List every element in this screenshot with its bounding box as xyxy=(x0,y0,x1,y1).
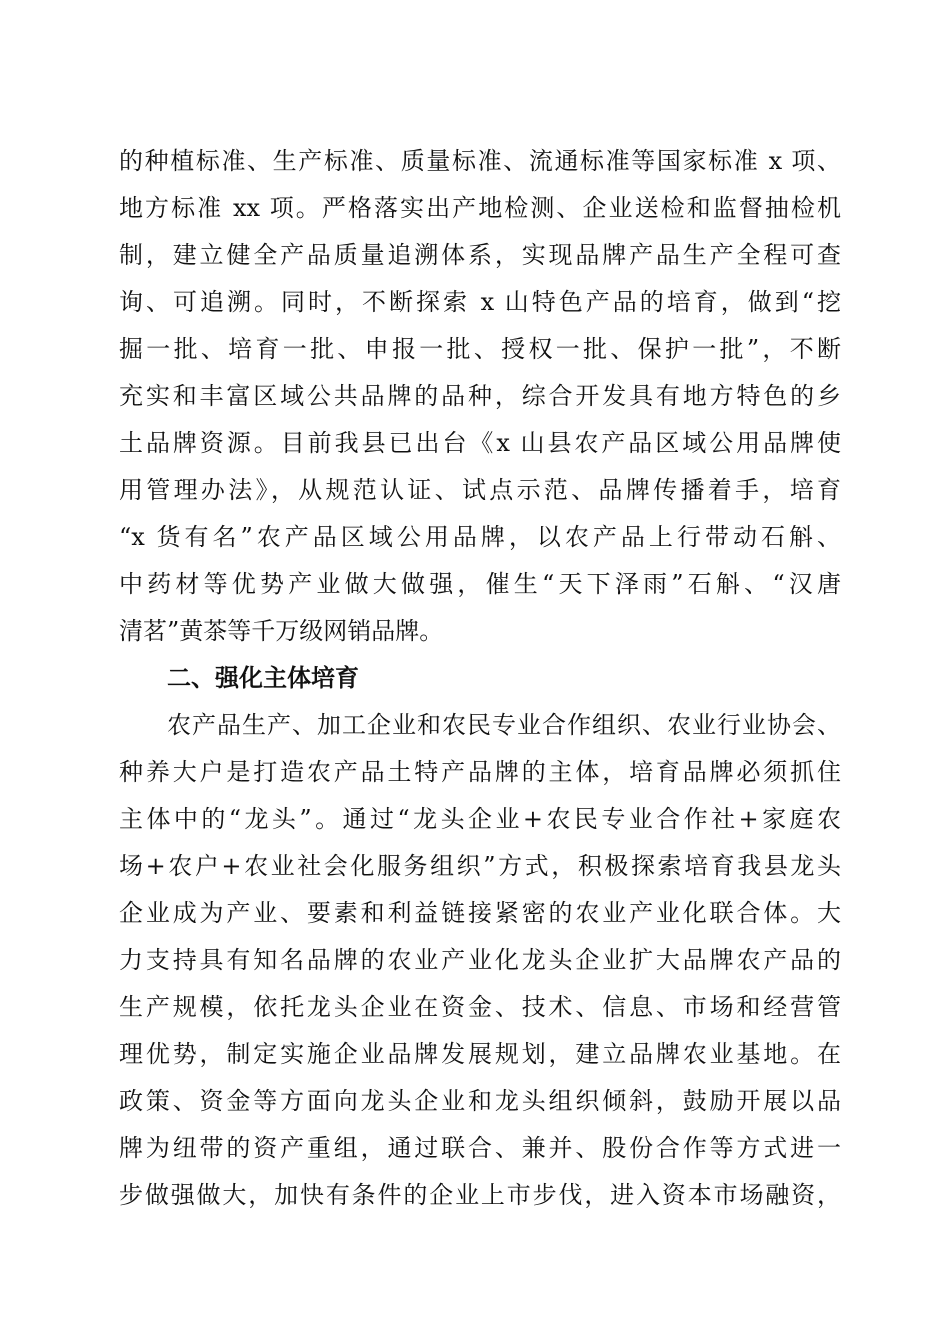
paragraph-line: 土品牌资源。目前我县已出台《x 山县农产品区域公用品牌使 xyxy=(119,429,841,457)
paragraph-line: 地方标准 xx 项。严格落实出产地检测、企业送检和监督抽检机 xyxy=(119,194,841,222)
paragraph-line: 理优势，制定实施企业品牌发展规划，建立品牌农业基地。在 xyxy=(119,1040,841,1068)
document-body xyxy=(119,138,841,1219)
paragraph-line: 掘一批、培育一批、申报一批、授权一批、保护一批”，不断 xyxy=(119,335,841,363)
paragraph-line: 询、可追溯。同时，不断探索 x 山特色产品的培育，做到“挖 xyxy=(119,288,841,316)
paragraph-line: 主体中的“龙头”。通过“龙头企业+农民专业合作社+家庭农 xyxy=(119,805,841,833)
paragraph-line: 牌为纽带的资产重组，通过联合、兼并、股份合作等方式进一 xyxy=(119,1134,841,1162)
paragraph-line: 政策、资金等方面向龙头企业和龙头组织倾斜，鼓励开展以品 xyxy=(119,1087,841,1115)
paragraph-line: 步做强做大，加快有条件的企业上市步伐，进入资本市场融资， xyxy=(119,1181,841,1209)
paragraph-line: 场+农户+农业社会化服务组织”方式，积极探索培育我县龙头 xyxy=(119,852,841,880)
paragraph-line: 中药材等优势产业做大做强，催生“天下泽雨”石斛、“汉唐 xyxy=(119,570,841,598)
paragraph-line: 用管理办法》，从规范认证、试点示范、品牌传播着手，培育 xyxy=(119,476,841,504)
paragraph-line: “x 货有名”农产品区域公用品牌，以农产品上行带动石斛、 xyxy=(119,523,841,551)
paragraph-line: 制，建立健全产品质量追溯体系，实现品牌产品生产全程可查 xyxy=(119,241,841,269)
paragraph-line: 种养大户是打造农产品土特产品牌的主体，培育品牌必须抓住 xyxy=(119,758,841,786)
paragraph-line: 生产规模，依托龙头企业在资金、技术、信息、市场和经营管 xyxy=(119,993,841,1021)
paragraph-line: 力支持具有知名品牌的农业产业化龙头企业扩大品牌农产品的 xyxy=(119,946,841,974)
section-heading: 二、强化主体培育 xyxy=(167,664,359,692)
paragraph-main-entity xyxy=(119,702,841,1219)
paragraph-line: 清茗”黄茶等千万级网销品牌。 xyxy=(119,617,444,645)
paragraph-line: 企业成为产业、要素和利益链接紧密的农业产业化联合体。大 xyxy=(119,899,841,927)
paragraph-line: 充实和丰富区域公共品牌的品种，综合开发具有地方特色的乡 xyxy=(119,382,841,410)
paragraph-line: 的种植标准、生产标准、质量标准、流通标准等国家标准 x 项、 xyxy=(119,147,841,175)
paragraph-line: 农产品生产、加工企业和农民专业合作组织、农业行业协会、 xyxy=(167,711,841,739)
paragraph-brand-standards xyxy=(119,138,841,655)
